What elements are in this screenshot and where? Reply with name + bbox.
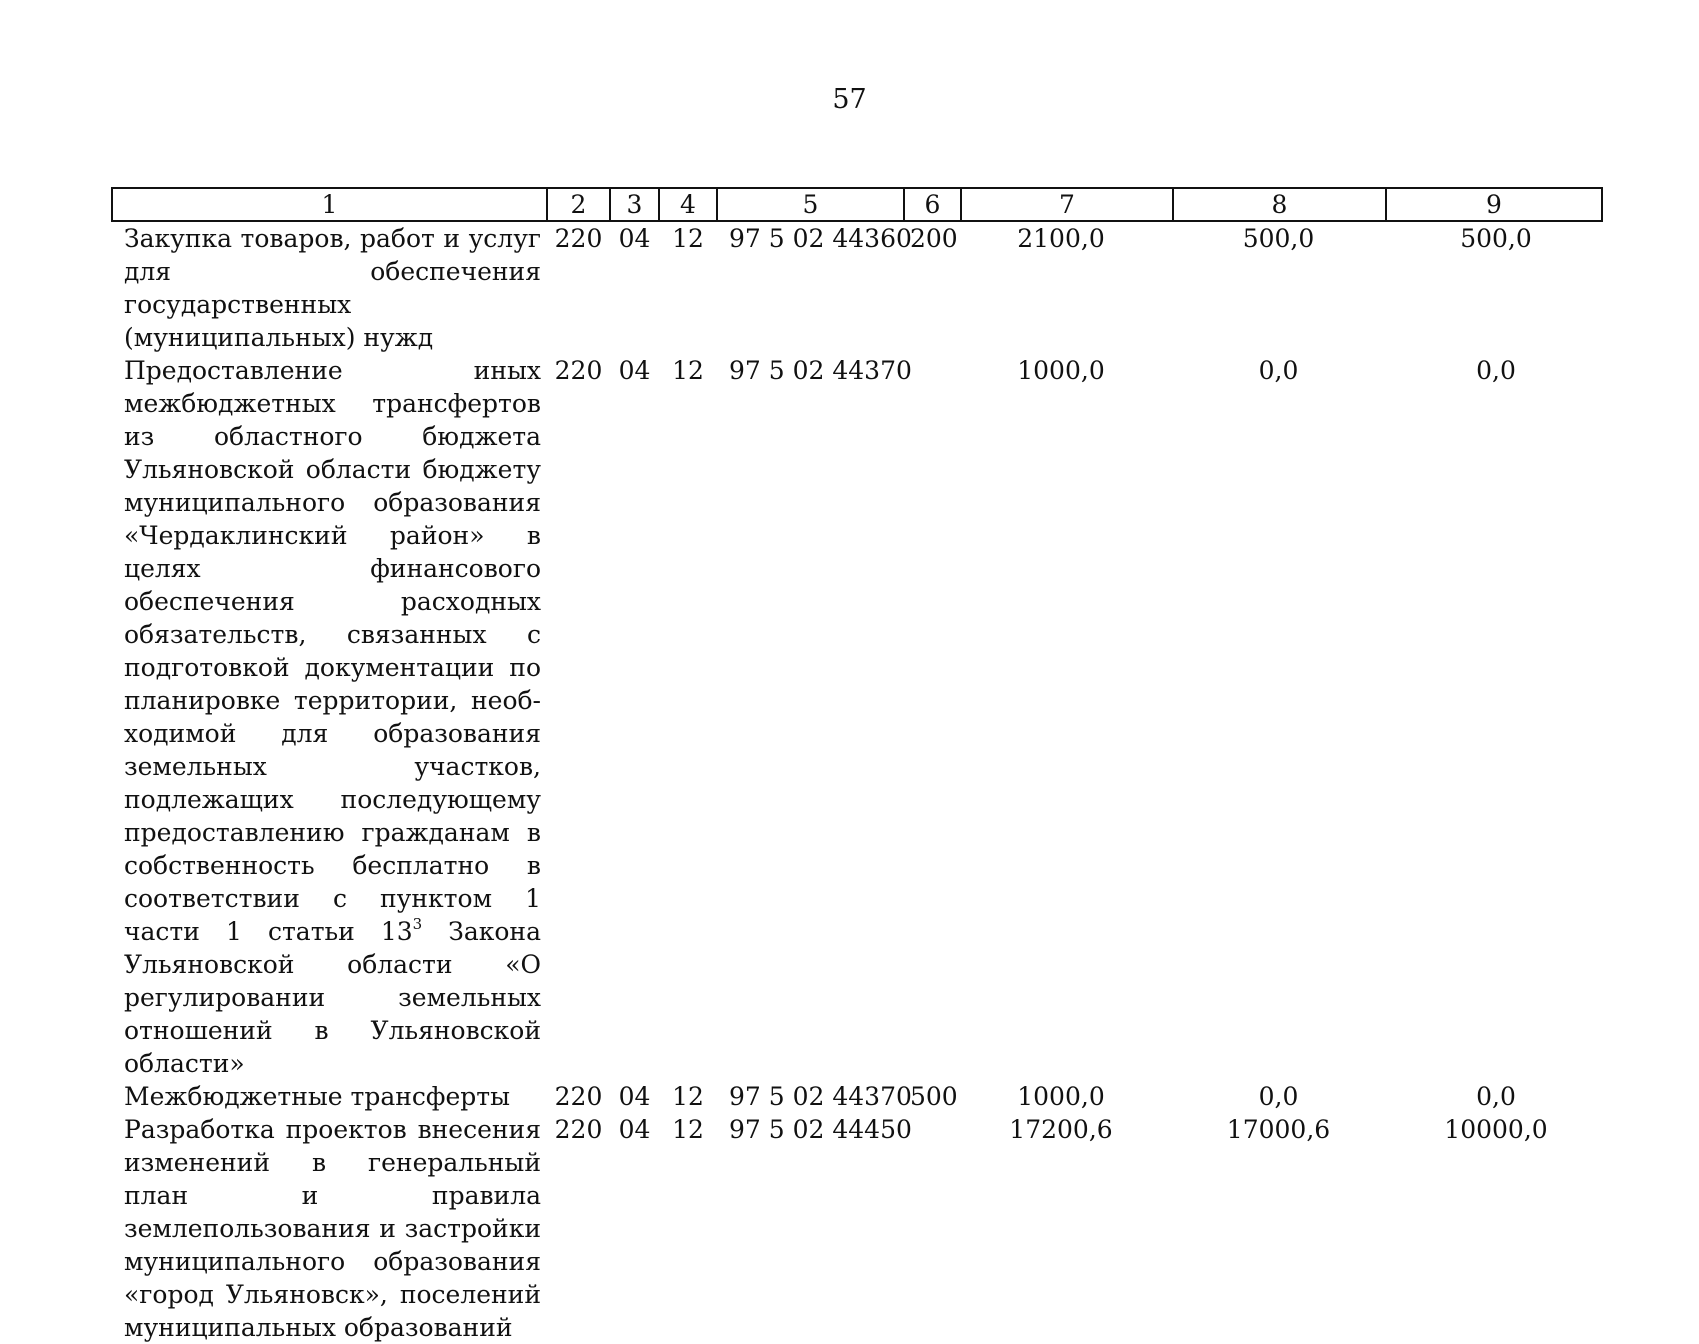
row-cell-3: 04	[618, 1082, 651, 1111]
row-cell-3: 04	[618, 1115, 651, 1144]
row-cell-4: 12	[672, 1115, 704, 1144]
table-row	[112, 221, 1602, 354]
row-name-text: Межбюджетные трансферты	[124, 1082, 511, 1111]
row-cell-6	[904, 354, 961, 1080]
row-cell-9: 0,0	[1476, 356, 1516, 385]
row-cell-8: 17000,6	[1226, 1115, 1331, 1144]
column-header-2: 2	[547, 188, 610, 221]
row-name-text: Предоставление иных межбюджетных трансфертов из областного бюджета Ульяновской области бюджету муниципального образования «Чердаклинский район» в целях финансового обеспечения расходных обязательств, связанных с подготовкой документации по планировке территории, необходимой для образования земельных участков, подлежащих последующему предоставлению гражданам в собственность бесплатно в соответствии с пунктом 1 части 1 статьи 13	[124, 356, 541, 946]
row-cell-8: 500,0	[1242, 224, 1315, 253]
row-cell-5: 97 5 02 44370	[729, 1082, 912, 1111]
row-cell-7: 17200,6	[1009, 1115, 1113, 1144]
row-cell-9: 0,0	[1476, 1082, 1516, 1111]
row-cell-9: 10000,0	[1444, 1115, 1548, 1144]
column-header-7: 7	[961, 188, 1173, 221]
row-name-cell	[112, 221, 547, 354]
row-cell-4: 12	[672, 356, 704, 385]
column-header-4: 4	[659, 188, 717, 221]
table-row	[112, 1113, 1602, 1344]
row-cell-7: 1000,0	[1017, 356, 1105, 385]
page-number: 57	[832, 84, 867, 115]
row-cell-5: 97 5 02 44370	[729, 356, 912, 385]
row-cell-8: 0,0	[1258, 356, 1299, 385]
table-row	[112, 354, 1602, 1080]
column-header-5: 5	[717, 188, 904, 221]
row-cell-8: 0,0	[1258, 1082, 1299, 1111]
column-header-6: 6	[904, 188, 961, 221]
row-cell-3: 04	[618, 224, 651, 253]
row-cell-6: 500	[910, 1082, 958, 1111]
table-row	[112, 1080, 1602, 1113]
row-name-cell	[112, 1080, 547, 1113]
budget-table	[111, 187, 1603, 1344]
column-header-1: 1	[112, 188, 547, 221]
row-cell-4: 12	[672, 224, 704, 253]
row-name-text-continued: Закона Ульяновской области «О регулировании земельных отношений в Ульяновской области»	[124, 917, 542, 1078]
row-cell-2: 220	[554, 356, 603, 385]
row-cell-6: 200	[910, 224, 958, 253]
row-cell-2: 220	[554, 1115, 603, 1144]
row-cell-9: 500,0	[1460, 224, 1532, 253]
superscript-three: 3	[412, 915, 423, 933]
row-cell-2: 220	[554, 224, 603, 253]
column-header-3: 3	[610, 188, 659, 221]
row-name-text: Закупка товаров, работ и услуг для обеспечения государственных (муниципальных) нужд	[124, 224, 541, 352]
table-header-row	[112, 188, 1602, 221]
row-cell-5: 97 5 02 44450	[729, 1115, 912, 1144]
row-cell-3: 04	[618, 356, 651, 385]
row-name-text: Разработка проектов внесения изменений в генеральный план и правила землепользования и застройки муниципального образования «город Ульяновск», поселений муниципальных образований	[124, 1115, 541, 1342]
row-cell-7: 2100,0	[1017, 224, 1105, 253]
row-name-cell	[112, 1113, 547, 1344]
row-cell-6	[904, 1113, 961, 1344]
column-header-9: 9	[1386, 188, 1602, 221]
row-cell-7: 1000,0	[1017, 1082, 1105, 1111]
row-cell-2: 220	[554, 1082, 603, 1111]
row-cell-5: 97 5 02 44360	[729, 224, 912, 253]
row-name-cell	[112, 354, 547, 1080]
row-cell-4: 12	[672, 1082, 704, 1111]
column-header-8: 8	[1173, 188, 1386, 221]
